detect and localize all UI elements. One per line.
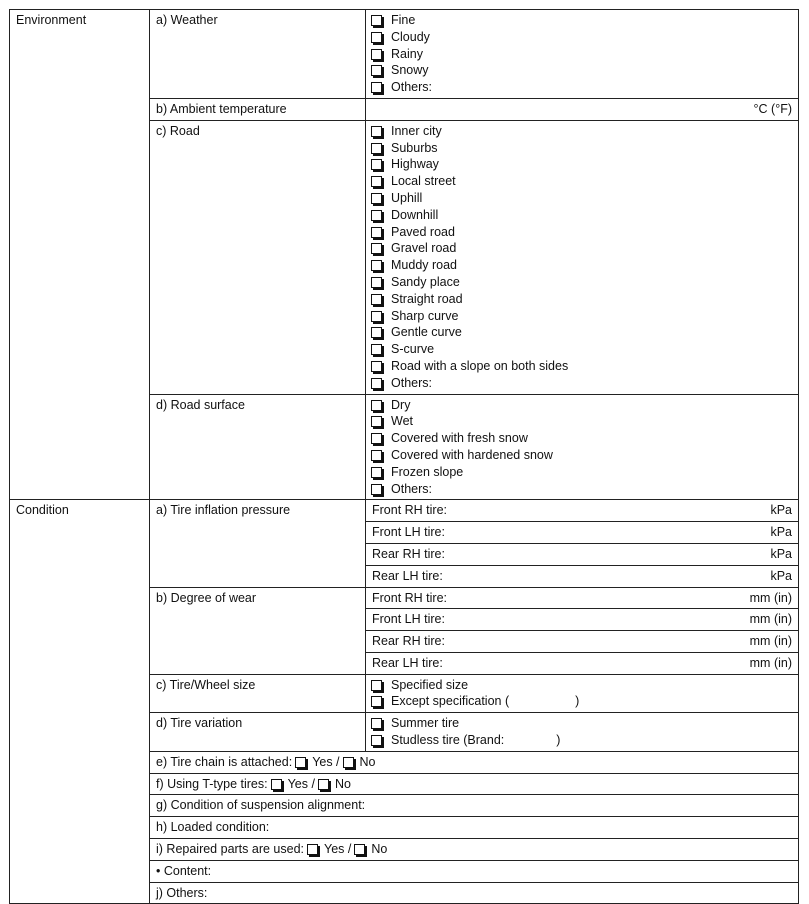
road-option[interactable]: S-curve [371,341,793,358]
road-option[interactable]: Gentle curve [371,324,793,341]
section-condition: Condition [10,500,150,904]
checkbox-icon[interactable] [371,400,382,411]
weather-option[interactable]: Others: [371,79,793,96]
checkbox-icon[interactable] [371,311,382,322]
weather-option[interactable]: Cloudy [371,29,793,46]
ambient-temperature-field[interactable] [366,98,799,120]
checkbox-icon[interactable] [371,416,382,427]
wear-rear-rh-field[interactable]: Rear RH tire: mm (in) [366,631,799,653]
checkbox-icon[interactable] [371,143,382,154]
wheel-size-label: c) Tire/Wheel size [150,674,366,713]
road-surface-label: d) Road surface [150,394,366,500]
checkbox-icon[interactable] [371,65,382,76]
checkbox-icon[interactable] [343,757,354,768]
loaded-condition-row[interactable]: h) Loaded condition: [150,817,799,839]
inflation-front-lh-field[interactable]: Front LH tire: kPa [366,522,799,544]
road-surface-option[interactable]: Covered with hardened snow [371,447,793,464]
checkbox-icon[interactable] [371,344,382,355]
inflation-rear-lh-field[interactable]: Rear LH tire: kPa [366,565,799,587]
wear-front-lh-field[interactable]: Front LH tire: mm (in) [366,609,799,631]
inflation-rear-rh-field[interactable]: Rear RH tire: kPa [366,543,799,565]
checkbox-icon[interactable] [371,450,382,461]
tire-variation-option[interactable]: Studless tire (Brand: ) [371,732,793,749]
checkbox-icon[interactable] [371,361,382,372]
checkbox-icon[interactable] [371,227,382,238]
road-surface-option[interactable]: Dry [371,397,793,414]
diagnosis-form-table [9,9,799,904]
inflation-label: a) Tire inflation pressure [150,500,366,587]
road-surface-option[interactable]: Covered with fresh snow [371,430,793,447]
others-row[interactable]: j) Others: [150,882,799,904]
checkbox-icon[interactable] [271,779,282,790]
checkbox-icon[interactable] [371,32,382,43]
checkbox-icon[interactable] [371,159,382,170]
road-surface-option[interactable]: Wet [371,413,793,430]
checkbox-icon[interactable] [371,15,382,26]
road-option[interactable]: Muddy road [371,257,793,274]
wheel-size-option[interactable]: Except specification ( ) [371,693,793,710]
wear-label: b) Degree of wear [150,587,366,674]
checkbox-icon[interactable] [371,718,382,729]
checkbox-icon[interactable] [318,779,329,790]
weather-option[interactable]: Fine [371,12,793,29]
tire-chain-row: e) Tire chain is attached: Yes / No [150,751,799,773]
road-option[interactable]: Downhill [371,207,793,224]
road-option[interactable]: Suburbs [371,140,793,157]
road-options [366,120,799,394]
road-option[interactable]: Uphill [371,190,793,207]
road-option[interactable]: Sandy place [371,274,793,291]
wheel-size-option[interactable]: Specified size [371,677,793,694]
ambient-temperature-label: b) Ambient temperature [150,98,366,120]
road-label: c) Road [150,120,366,394]
checkbox-icon[interactable] [371,467,382,478]
weather-label: a) Weather [150,10,366,99]
road-option[interactable]: Local street [371,173,793,190]
tire-variation-options [366,713,799,752]
section-environment: Environment [10,10,150,500]
checkbox-icon[interactable] [371,327,382,338]
road-surface-option[interactable]: Others: [371,481,793,498]
wear-front-rh-field[interactable]: Front RH tire: mm (in) [366,587,799,609]
road-option[interactable]: Straight road [371,291,793,308]
tire-variation-option[interactable]: Summer tire [371,715,793,732]
checkbox-icon[interactable] [295,757,306,768]
weather-option[interactable]: Rainy [371,46,793,63]
checkbox-icon[interactable] [371,49,382,60]
checkbox-icon[interactable] [371,680,382,691]
temperature-unit: °C (°F) [753,101,792,116]
road-option[interactable]: Gravel road [371,240,793,257]
checkbox-icon[interactable] [354,844,365,855]
checkbox-icon[interactable] [371,735,382,746]
road-option[interactable]: Others: [371,375,793,392]
road-surface-options [366,394,799,500]
road-option[interactable]: Paved road [371,224,793,241]
tire-variation-label: d) Tire variation [150,713,366,752]
repaired-parts-row: i) Repaired parts are used: Yes / No [150,839,799,861]
checkbox-icon[interactable] [371,176,382,187]
weather-options [366,10,799,99]
inflation-front-rh-field[interactable]: Front RH tire: kPa [366,500,799,522]
wear-rear-lh-field[interactable]: Rear LH tire: mm (in) [366,652,799,674]
checkbox-icon[interactable] [371,193,382,204]
checkbox-icon[interactable] [371,277,382,288]
checkbox-icon[interactable] [371,378,382,389]
t-type-tires-row: f) Using T-type tires: Yes / No [150,773,799,795]
checkbox-icon[interactable] [371,260,382,271]
checkbox-icon[interactable] [371,126,382,137]
weather-option[interactable]: Snowy [371,62,793,79]
suspension-alignment-row[interactable]: g) Condition of suspension alignment: [150,795,799,817]
road-option[interactable]: Inner city [371,123,793,140]
content-row[interactable]: • Content: [150,860,799,882]
checkbox-icon[interactable] [371,433,382,444]
checkbox-icon[interactable] [371,294,382,305]
checkbox-icon[interactable] [371,696,382,707]
checkbox-icon[interactable] [371,243,382,254]
checkbox-icon[interactable] [371,210,382,221]
checkbox-icon[interactable] [371,82,382,93]
checkbox-icon[interactable] [371,484,382,495]
road-option[interactable]: Highway [371,156,793,173]
road-option[interactable]: Sharp curve [371,308,793,325]
road-surface-option[interactable]: Frozen slope [371,464,793,481]
road-option[interactable]: Road with a slope on both sides [371,358,793,375]
wheel-size-options [366,674,799,713]
checkbox-icon[interactable] [307,844,318,855]
